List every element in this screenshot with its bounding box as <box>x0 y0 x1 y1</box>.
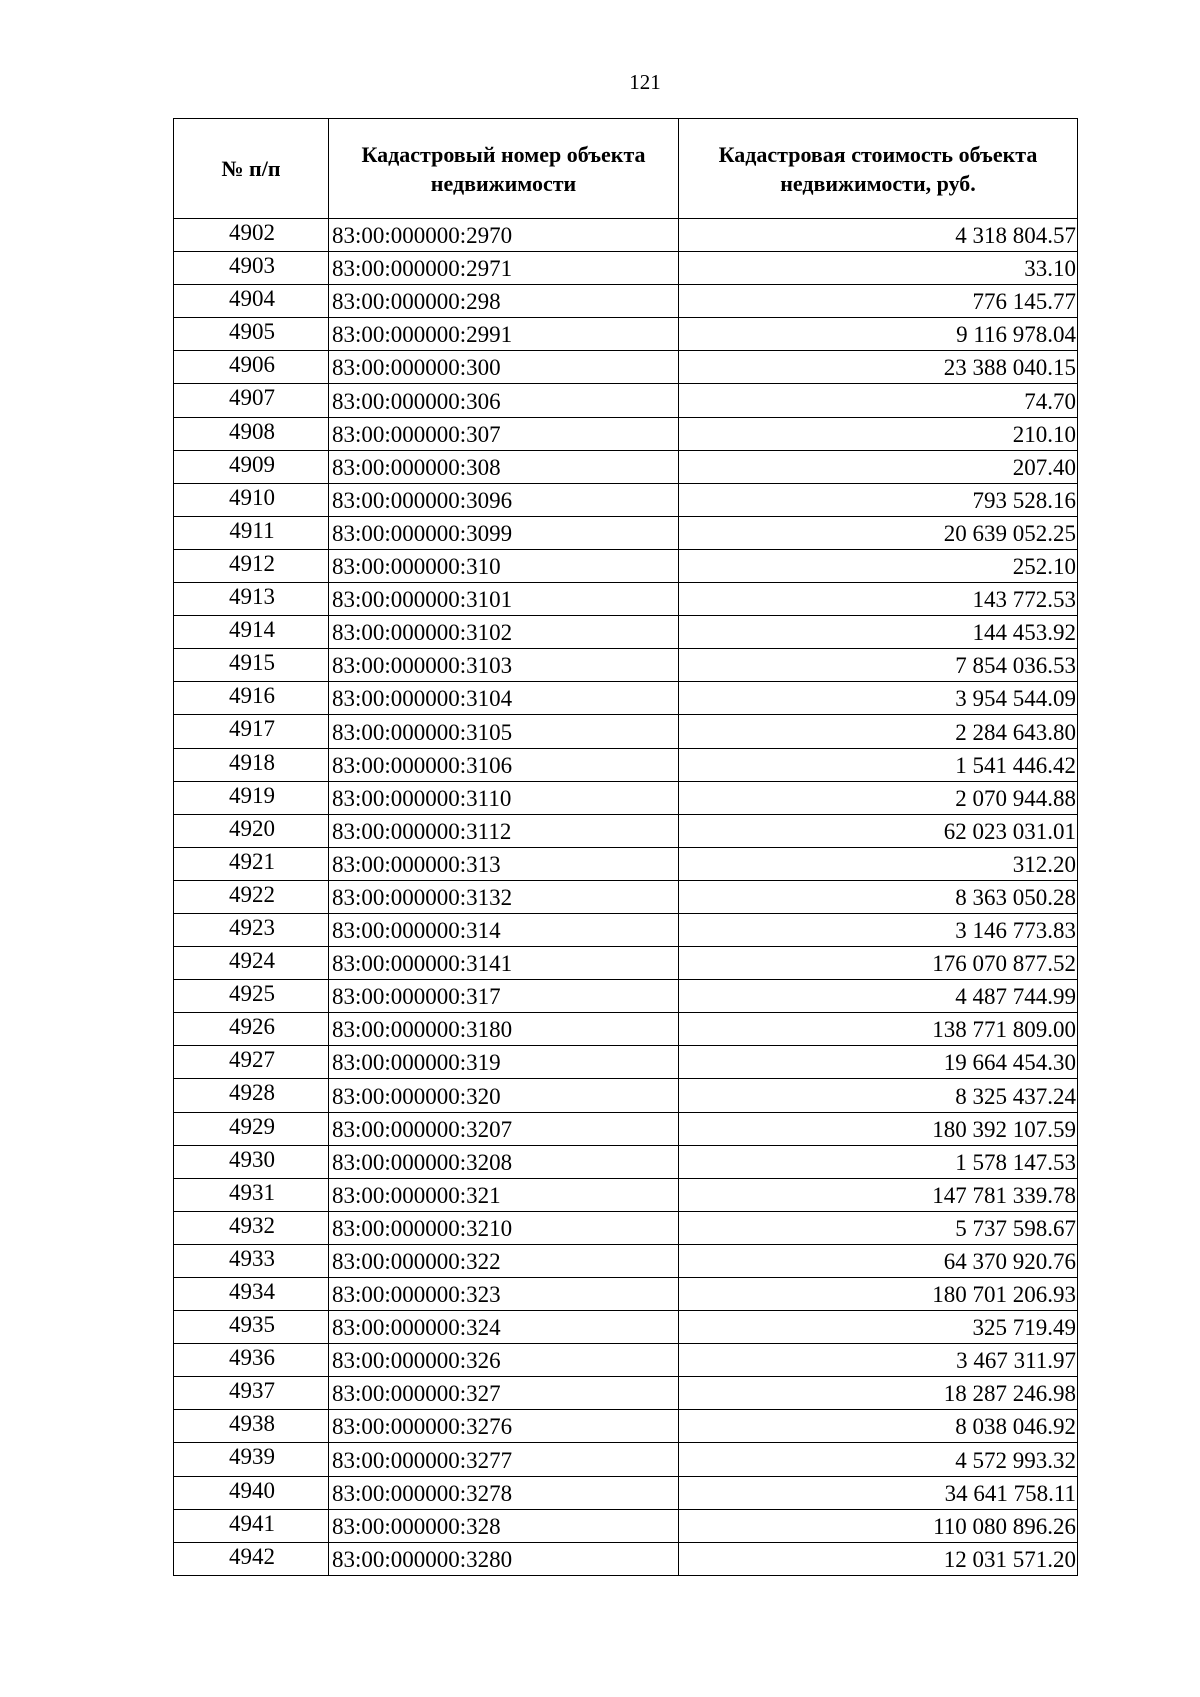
row-number-cell: 4936 <box>174 1344 329 1377</box>
cadastral-number-cell: 83:00:000000:327 <box>329 1377 679 1410</box>
cadastral-value-cell: 147 781 339.78 <box>679 1178 1078 1211</box>
table-row <box>174 1046 1078 1079</box>
row-number-cell: 4927 <box>174 1046 329 1079</box>
row-number-cell: 4921 <box>174 847 329 880</box>
cadastral-value-cell: 34 641 758.11 <box>679 1476 1078 1509</box>
cadastral-value-cell: 143 772.53 <box>679 583 1078 616</box>
cadastral-value-cell: 4 487 744.99 <box>679 980 1078 1013</box>
row-number-cell: 4906 <box>174 351 329 384</box>
cadastral-number-cell: 83:00:000000:310 <box>329 549 679 582</box>
cadastral-number-cell: 83:00:000000:3280 <box>329 1542 679 1575</box>
row-number-cell: 4908 <box>174 417 329 450</box>
table-row <box>174 483 1078 516</box>
table-row <box>174 880 1078 913</box>
cadastral-number-cell: 83:00:000000:3180 <box>329 1013 679 1046</box>
cadastral-number-cell: 83:00:000000:3210 <box>329 1211 679 1244</box>
cadastral-number-cell: 83:00:000000:320 <box>329 1079 679 1112</box>
cadastral-value-cell: 12 031 571.20 <box>679 1542 1078 1575</box>
row-number-cell: 4905 <box>174 318 329 351</box>
table-header <box>174 119 1078 219</box>
cadastral-number-cell: 83:00:000000:3103 <box>329 649 679 682</box>
cadastral-value-cell: 19 664 454.30 <box>679 1046 1078 1079</box>
cadastral-value-cell: 793 528.16 <box>679 483 1078 516</box>
table-row <box>174 450 1078 483</box>
table-row <box>174 1476 1078 1509</box>
row-number-cell: 4928 <box>174 1079 329 1112</box>
cadastral-number-cell: 83:00:000000:3277 <box>329 1443 679 1476</box>
row-number-cell: 4929 <box>174 1112 329 1145</box>
row-number-cell: 4907 <box>174 384 329 417</box>
table-row <box>174 1112 1078 1145</box>
cadastral-value-cell: 33.10 <box>679 252 1078 285</box>
cadastral-value-cell: 180 701 206.93 <box>679 1278 1078 1311</box>
table-row <box>174 1509 1078 1542</box>
cadastral-value-cell: 2 284 643.80 <box>679 715 1078 748</box>
table-row <box>174 814 1078 847</box>
table-row <box>174 1145 1078 1178</box>
cadastral-value-cell: 2 070 944.88 <box>679 781 1078 814</box>
cadastral-number-cell: 83:00:000000:3104 <box>329 682 679 715</box>
cadastral-value-cell: 74.70 <box>679 384 1078 417</box>
table-row <box>174 1244 1078 1277</box>
table-row <box>174 1013 1078 1046</box>
cadastral-number-cell: 83:00:000000:3096 <box>329 483 679 516</box>
row-number-cell: 4941 <box>174 1509 329 1542</box>
row-number-cell: 4942 <box>174 1542 329 1575</box>
table-row <box>174 384 1078 417</box>
cadastral-number-cell: 83:00:000000:298 <box>329 285 679 318</box>
row-number-cell: 4910 <box>174 483 329 516</box>
cadastral-value-cell: 18 287 246.98 <box>679 1377 1078 1410</box>
row-number-cell: 4913 <box>174 583 329 616</box>
cadastral-value-cell: 5 737 598.67 <box>679 1211 1078 1244</box>
header-num: № п/п <box>174 119 329 219</box>
table-row <box>174 1079 1078 1112</box>
row-number-cell: 4930 <box>174 1145 329 1178</box>
table-row <box>174 285 1078 318</box>
table-row <box>174 252 1078 285</box>
table-row <box>174 1178 1078 1211</box>
table-row <box>174 715 1078 748</box>
cadastral-number-cell: 83:00:000000:323 <box>329 1278 679 1311</box>
cadastral-number-cell: 83:00:000000:3102 <box>329 616 679 649</box>
row-number-cell: 4933 <box>174 1244 329 1277</box>
cadastral-number-cell: 83:00:000000:3106 <box>329 748 679 781</box>
cadastral-value-cell: 144 453.92 <box>679 616 1078 649</box>
row-number-cell: 4926 <box>174 1013 329 1046</box>
table-row <box>174 219 1078 252</box>
row-number-cell: 4924 <box>174 947 329 980</box>
cadastral-value-cell: 64 370 920.76 <box>679 1244 1078 1277</box>
cadastral-number-cell: 83:00:000000:3105 <box>329 715 679 748</box>
cadastral-value-cell: 325 719.49 <box>679 1311 1078 1344</box>
row-number-cell: 4922 <box>174 880 329 913</box>
cadastral-value-cell: 4 318 804.57 <box>679 219 1078 252</box>
row-number-cell: 4937 <box>174 1377 329 1410</box>
row-number-cell: 4923 <box>174 913 329 946</box>
cadastral-value-cell: 252.10 <box>679 549 1078 582</box>
cadastral-number-cell: 83:00:000000:2970 <box>329 219 679 252</box>
cadastral-number-cell: 83:00:000000:317 <box>329 980 679 1013</box>
cadastral-number-cell: 83:00:000000:322 <box>329 1244 679 1277</box>
cadastral-number-cell: 83:00:000000:2991 <box>329 318 679 351</box>
table-row <box>174 516 1078 549</box>
table-row <box>174 616 1078 649</box>
table-row <box>174 1344 1078 1377</box>
row-number-cell: 4911 <box>174 516 329 549</box>
table-row <box>174 1211 1078 1244</box>
cadastral-table <box>173 118 1078 1576</box>
cadastral-number-cell: 83:00:000000:314 <box>329 913 679 946</box>
cadastral-table-container <box>173 118 1077 1576</box>
cadastral-value-cell: 8 325 437.24 <box>679 1079 1078 1112</box>
cadastral-value-cell: 8 363 050.28 <box>679 880 1078 913</box>
row-number-cell: 4904 <box>174 285 329 318</box>
cadastral-number-cell: 83:00:000000:3141 <box>329 947 679 980</box>
cadastral-value-cell: 1 578 147.53 <box>679 1145 1078 1178</box>
table-row <box>174 913 1078 946</box>
header-cadastral-number: Кадастровый номер объекта недвижимости <box>329 119 679 219</box>
row-number-cell: 4903 <box>174 252 329 285</box>
table-row <box>174 781 1078 814</box>
cadastral-number-cell: 83:00:000000:3208 <box>329 1145 679 1178</box>
cadastral-value-cell: 138 771 809.00 <box>679 1013 1078 1046</box>
table-row <box>174 1410 1078 1443</box>
cadastral-number-cell: 83:00:000000:2971 <box>329 252 679 285</box>
table-row <box>174 1377 1078 1410</box>
row-number-cell: 4914 <box>174 616 329 649</box>
cadastral-value-cell: 776 145.77 <box>679 285 1078 318</box>
cadastral-number-cell: 83:00:000000:3276 <box>329 1410 679 1443</box>
header-cadastral-value: Кадастровая стоимость объекта недвижимости, руб. <box>679 119 1078 219</box>
table-row <box>174 1542 1078 1575</box>
table-row <box>174 1443 1078 1476</box>
cadastral-number-cell: 83:00:000000:3101 <box>329 583 679 616</box>
table-row <box>174 748 1078 781</box>
row-number-cell: 4940 <box>174 1476 329 1509</box>
row-number-cell: 4925 <box>174 980 329 1013</box>
cadastral-value-cell: 23 388 040.15 <box>679 351 1078 384</box>
cadastral-number-cell: 83:00:000000:3099 <box>329 516 679 549</box>
cadastral-number-cell: 83:00:000000:300 <box>329 351 679 384</box>
row-number-cell: 4934 <box>174 1278 329 1311</box>
cadastral-number-cell: 83:00:000000:319 <box>329 1046 679 1079</box>
row-number-cell: 4932 <box>174 1211 329 1244</box>
row-number-cell: 4935 <box>174 1311 329 1344</box>
cadastral-value-cell: 312.20 <box>679 847 1078 880</box>
cadastral-value-cell: 7 854 036.53 <box>679 649 1078 682</box>
cadastral-number-cell: 83:00:000000:321 <box>329 1178 679 1211</box>
cadastral-number-cell: 83:00:000000:308 <box>329 450 679 483</box>
cadastral-value-cell: 3 146 773.83 <box>679 913 1078 946</box>
table-body <box>174 219 1078 1576</box>
cadastral-value-cell: 62 023 031.01 <box>679 814 1078 847</box>
cadastral-number-cell: 83:00:000000:307 <box>329 417 679 450</box>
table-row <box>174 1278 1078 1311</box>
page-number: 121 <box>629 70 661 94</box>
cadastral-number-cell: 83:00:000000:328 <box>329 1509 679 1542</box>
cadastral-value-cell: 4 572 993.32 <box>679 1443 1078 1476</box>
cadastral-number-cell: 83:00:000000:313 <box>329 847 679 880</box>
cadastral-number-cell: 83:00:000000:3110 <box>329 781 679 814</box>
cadastral-value-cell: 207.40 <box>679 450 1078 483</box>
cadastral-number-cell: 83:00:000000:3132 <box>329 880 679 913</box>
row-number-cell: 4918 <box>174 748 329 781</box>
cadastral-value-cell: 180 392 107.59 <box>679 1112 1078 1145</box>
table-row <box>174 351 1078 384</box>
cadastral-value-cell: 210.10 <box>679 417 1078 450</box>
cadastral-value-cell: 8 038 046.92 <box>679 1410 1078 1443</box>
table-row <box>174 583 1078 616</box>
cadastral-value-cell: 3 954 544.09 <box>679 682 1078 715</box>
cadastral-number-cell: 83:00:000000:306 <box>329 384 679 417</box>
row-number-cell: 4917 <box>174 715 329 748</box>
cadastral-number-cell: 83:00:000000:3112 <box>329 814 679 847</box>
cadastral-number-cell: 83:00:000000:3207 <box>329 1112 679 1145</box>
table-row <box>174 682 1078 715</box>
table-row <box>174 947 1078 980</box>
row-number-cell: 4915 <box>174 649 329 682</box>
table-row <box>174 649 1078 682</box>
row-number-cell: 4938 <box>174 1410 329 1443</box>
row-number-cell: 4916 <box>174 682 329 715</box>
table-row <box>174 318 1078 351</box>
row-number-cell: 4919 <box>174 781 329 814</box>
cadastral-value-cell: 3 467 311.97 <box>679 1344 1078 1377</box>
cadastral-value-cell: 20 639 052.25 <box>679 516 1078 549</box>
cadastral-value-cell: 1 541 446.42 <box>679 748 1078 781</box>
table-row <box>174 549 1078 582</box>
row-number-cell: 4909 <box>174 450 329 483</box>
table-row <box>174 1311 1078 1344</box>
row-number-cell: 4931 <box>174 1178 329 1211</box>
table-row <box>174 980 1078 1013</box>
table-row <box>174 417 1078 450</box>
header-row <box>174 119 1078 219</box>
cadastral-number-cell: 83:00:000000:324 <box>329 1311 679 1344</box>
table-row <box>174 847 1078 880</box>
row-number-cell: 4912 <box>174 549 329 582</box>
row-number-cell: 4902 <box>174 219 329 252</box>
cadastral-number-cell: 83:00:000000:326 <box>329 1344 679 1377</box>
cadastral-number-cell: 83:00:000000:3278 <box>329 1476 679 1509</box>
cadastral-value-cell: 9 116 978.04 <box>679 318 1078 351</box>
row-number-cell: 4920 <box>174 814 329 847</box>
cadastral-value-cell: 110 080 896.26 <box>679 1509 1078 1542</box>
row-number-cell: 4939 <box>174 1443 329 1476</box>
cadastral-value-cell: 176 070 877.52 <box>679 947 1078 980</box>
